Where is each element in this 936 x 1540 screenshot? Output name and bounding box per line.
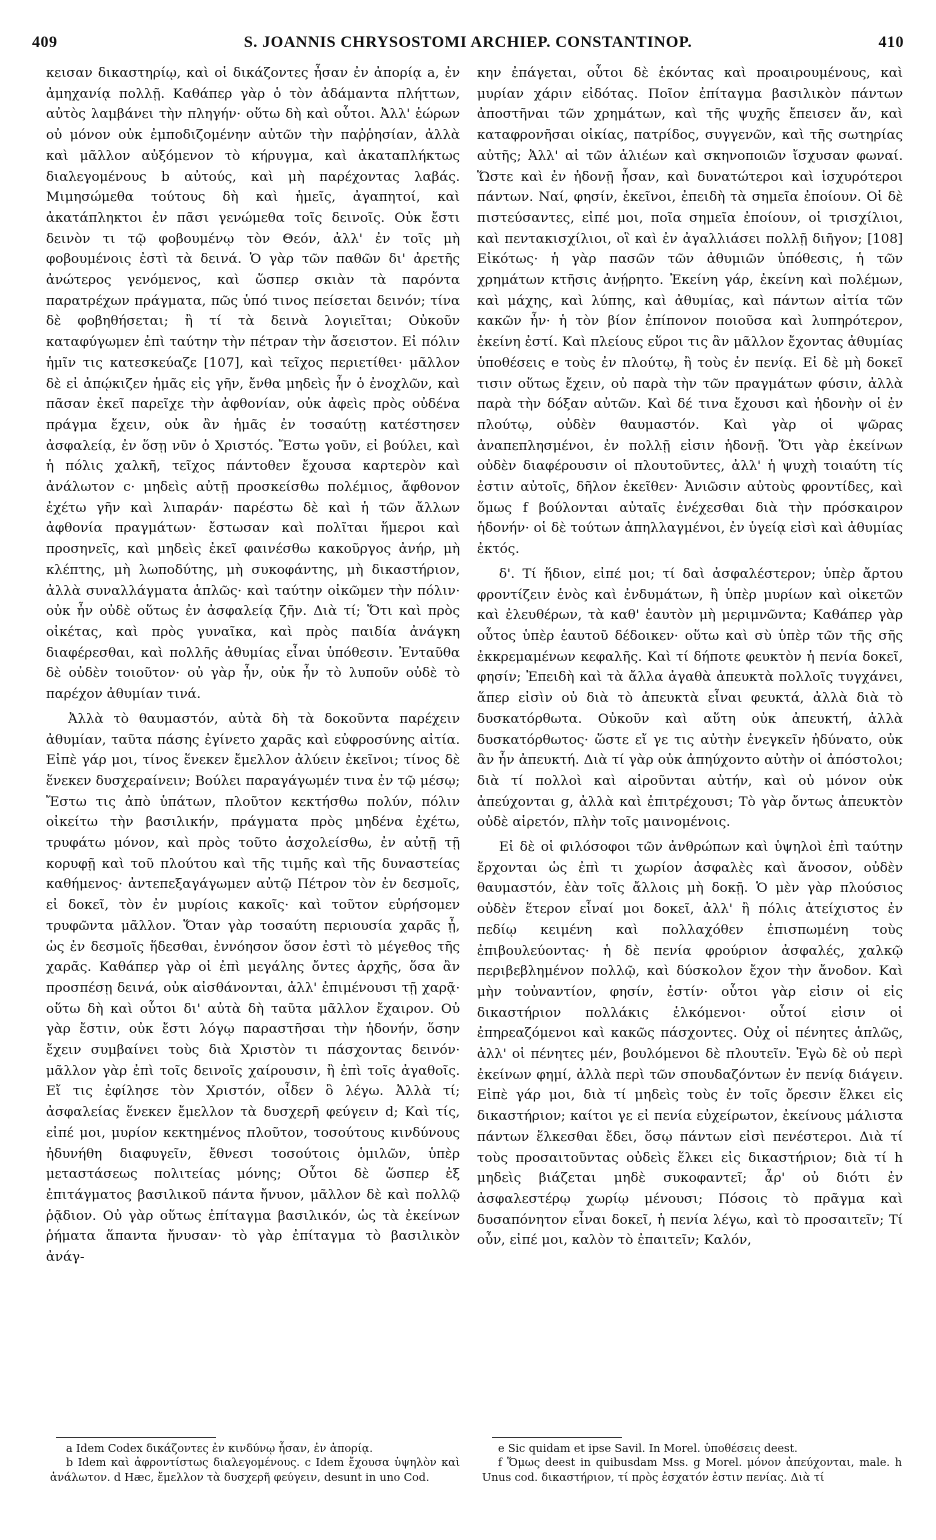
- right-paragraph: δ'. Τί ἥδιον, εἰπέ μοι; τί δαὶ ἀσφαλέστερον; ὑπὲρ ἄρτου φροντίζειν ἑνὸς καὶ ἐνδυμάτων, ἢ ὑπὲρ μυρίων καὶ οἰκετῶν καὶ ἐλευθέρων, τὰ καθ' ἑαυτὸν μὴ μεριμνῶντα; Καθάπερ γὰρ οὗτος ὑπὲρ ἑαυτοῦ δέδοικεν· οὕτω καὶ σὺ ὑπὲρ τῶν τῆς σῆς ἐκκρεμαμένων κεφαλῆς. Καὶ τί δήποτε φευκτὸν ἡ πενία δοκεῖ, φησίν; Ἐπειδὴ καὶ τὰ ἄλλα ἀγαθὰ ἀπευκτὰ πολλοῖς τυγχάνει, ἅπερ εἰσὶν οὐ διὰ τὸ ἀπευκτὰ εἶναι φευκτά, ἀλλὰ διὰ τὸ δυσκατόρθωτα. Οὐκοῦν καὶ αὕτη οὐκ ἀπευκτή, ἀλλὰ δυσκατόρθωτος· ὥστε εἴ γε τις αὐτὴν ἐνεγκεῖν ἠδύνατο, οὐκ ἂν ἦν ἀπευκτή. Διὰ τί γὰρ οὐκ ἀπηύχοντο αὐτὴν οἱ ἀπόστολοι; διὰ τί πολλοὶ καὶ αἱροῦνται αὐτήν, καὶ οὐ μόνον οὐκ ἀπεύχονται g, ἀλλὰ καὶ ἐπιτρέχουσι; Τὸ γὰρ ὄντως ἀπευκτὸν οὐδὲ αἱρετόν, πλὴν τοῖς μαινομένοις.: [477, 566, 903, 831]
- footnote-divider: [492, 1437, 622, 1438]
- footnote: f Ὅμως deest in quibusdam Mss. g Morel. μόνον ἀπεύχονται, male. h Unus cod. δικαστήριον, τί πρὸς ἐσχατόν ἐστιν πενίας. Διὰ τί: [482, 1456, 902, 1484]
- footnote: a Idem Codex δικάζοντες ἐν κινδύνῳ ἦσαν, ἐν ἀπορίᾳ.: [66, 1442, 373, 1455]
- left-paragraph: κεισαν δικαστηρίῳ, καὶ οἱ δικάζοντες ἦσαν ἐν ἀπορίᾳ a, ἐν ἀμηχανίᾳ πολλῇ. Καθάπερ γὰρ ὁ τὸν ἀδάμαντα πλήττων, αὐτὸς λαμβάνει τὴν πληγήν· οὕτω δὴ καὶ οὗτοι. Ἀλλ' ἑώρων οὐ μόνον οὐκ ἐμποδιζομένην αὐτῶν τὴν παῤῥησίαν, ἀλλὰ καὶ μᾶλλον αὐξόμενον τὸ κήρυγμα, καὶ ἀκαταπλήκτως διαλεγομένους b αὐτούς, καὶ μὴ παρέχοντας λαβάς. Μιμησώμεθα τούτους δὴ καὶ ἡμεῖς, ἀγαπητοί, καὶ ἀκατάπληκτοι ἐν πᾶσι γενώμεθα τοῖς δεινοῖς. Οὐκ ἔστι δεινὸν τι τῷ φοβουμένῳ τὸν Θεόν, ἀλλ' ἐν τοῖς μὴ φοβουμένοις ἐστὶ τὰ δεινά. Ὁ γὰρ τῶν παθῶν δι' ἀρετῆς ἀνώτερος γενόμενος, καὶ ὥσπερ σκιὰν τὰ παρόντα παρατρέχων πράγματα, πῶς ὑπό τινος πείσεται δεινόν; τίνα δὲ φοβηθήσεται; ἢ τί τὰ δεινὰ λογιεῖται; Οὐκοῦν καταφύγωμεν ἐπὶ ταύτην τὴν πέτραν τὴν ἄσειστον. Εἰ πόλιν ἡμῖν τις κατεσκεύαζε [107], καὶ τεῖχος περιετίθει· μᾶλλον δὲ εἰ ἀπῴκιζεν ἡμᾶς εἰς γῆν, ἔνθα μηδεὶς ἦν ὁ ἐνοχλῶν, καὶ πᾶσαν ἐκεῖ παρεῖχε τὴν ἀφθονίαν, οὐκ ἀφεὶς πρὸς οὐδένα πράγμα ἔχειν, οὐκ ἂν ἡμᾶς ἐν τοσαύτῃ κατέστησεν ἀσφαλείᾳ, ἐν ὅσῃ νῦν ὁ Χριστός. Ἔστω γοῦν, εἰ βούλει, καὶ ἡ πόλις χαλκῆ, τεῖχος πάντοθεν ἔχουσα καρτερὸν καὶ ἀνάλωτον c· μηδεὶς αὐτῇ προσκείσθω πολέμιος, ἄφθονον ἐχέτω γῆν καὶ λιπαράν· παρέστω δὲ καὶ ἡ τῶν ἄλλων ἀφθονία πραγμάτων· ἔστωσαν καὶ πολῖται ἥμεροι καὶ προσηνεῖς, καὶ μηδεὶς ἐκεῖ φαινέσθω κακοῦργος ἀνήρ, μὴ κλέπτης, μὴ λωποδύτης, μὴ συκοφάντης, μὴ δικαστήριον, ἀλλὰ συναλλάγματα ἁπλῶς· καὶ ταύτην οἰκῶμεν τὴν πόλιν· οὐκ ἦν οὐδὲ οὕτως ἐν ἀσφαλείᾳ ζῆν. Διὰ τί; Ὅτι καὶ πρὸς οἰκέτας, καὶ πρὸς γυναῖκα, καὶ πρὸς παιδία ἀνάγκη διαφέρεσθαι, καὶ πολλῆς ἀθυμίας εἶναι ὑπόθεσιν. Ἐνταῦθα δὲ οὐδὲν τοιοῦτον· οὐ γὰρ ἦν, οὐκ ἦν τὸ λυποῦν οὐδὲ τὸ παρέχον ἀθυμίαν τινά.: [46, 66, 460, 703]
- right-paragraph: κην ἐπάγεται, οὗτοι δὲ ἑκόντας καὶ προαιρουμένους, καὶ μυρίαν χάριν εἰδότας. Ποῖον ἐπίταγμα βασιλικὸν πάντων ἀποστῆναι τῶν χρημάτων, καὶ τῆς ψυχῆς ἔπεισεν ἄν, καὶ καταφρονῆσαι οἰκίας, πατρίδος, συγγενῶν, καὶ τῆς σωτηρίας αὐτῆς; Ἀλλ' αἱ τῶν ἁλιέων καὶ σκηνοποιῶν ἴσχυσαν φωναί. Ὥστε καὶ ἐν ἡδονῇ ἦσαν, καὶ δυνατώτεροι καὶ ἰσχυρότεροι πάντων. Ναί, φησίν, ἐκεῖνοι, ἐπειδὴ τὰ σημεῖα ἐποίουν. Οἱ δὲ πιστεύσαντες, εἰπέ μοι, ποῖα σημεῖα ἐποίουν, οἱ τρισχίλιοι, καὶ πεντακισχίλιοι, οἳ καὶ ἐν ἀγαλλιάσει πολλῇ διῆγον; [108] Εἰκότως· ἡ γὰρ πασῶν τῶν ἀθυμιῶν ὑπόθεσις, ἡ τῶν χρημάτων κτῆσις ἀνῄρητο. Ἐκείνη γάρ, ἐκείνη καὶ πολέμων, καὶ μάχης, καὶ λύπης, καὶ ἀθυμίας, καὶ πάντων αἰτία τῶν κακῶν ἦν· ἡ τὸν βίον ἐπίπονον ποιοῦσα καὶ λυπηρότερον, ἐκείνη ἐστί. Καὶ πλείους εὕροι τις ἂν μᾶλλον ἔχοντας ἀθυμίας ὑποθέσεις e τοὺς ἐν πλούτῳ, ἢ τοὺς ἐν πενίᾳ. Εἰ δὲ μὴ δοκεῖ τισιν οὕτως ἔχειν, οὐ παρὰ τὴν τῶν πραγμάτων φύσιν, ἀλλὰ παρὰ τὴν δόξαν αὐτῶν. Καὶ δέ τινα ἔχουσι καὶ ἡδονὴν οἱ ἐν πλούτῳ, οὐδὲν θαυμαστόν. Καὶ γὰρ οἱ ψῶρας ἀναπεπλησμένοι, ἐν πολλῇ εἰσιν ἡδονῇ. Ὅτι γὰρ ἐκείνων οὐδὲν διαφέρουσιν οἱ πλουτοῦντες, ἀλλ' ἡ ψυχὴ τοιαύτη τίς ἐστιν αὐτοῖς, δῆλον ἐκεῖθεν· Ἀνιῶσιν αὐτοὺς φροντίδες, καὶ ὅμως f βούλονται αὐταῖς ἐνέχεσθαι διὰ τὴν πρόσκαιρον ἡδονήν· οἱ δὲ τούτων ἀπηλλαγμένοι, ἐν ὑγείᾳ εἰσὶ καὶ ἀθυμίας ἐκτός.: [477, 66, 903, 558]
- footnote: b Idem καὶ ἀφροντίστως διαλεγομένους. c Idem ἔχουσα ὑψηλὸν καὶ ἀνάλωτον. d Hæc, ἔμελλον τὰ δυσχερῆ φεύγειν, desunt in uno Cod.: [50, 1456, 460, 1484]
- right-column: [477, 64, 903, 1436]
- left-paragraph: Ἀλλὰ τὸ θαυμαστόν, αὐτὰ δὴ τὰ δοκοῦντα παρέχειν ἀθυμίαν, ταῦτα πάσης ἐγίνετο χαρᾶς καὶ εὐφροσύνης αἰτία. Εἰπὲ γάρ μοι, τίνος ἕνεκεν ἔμελλον ἀλύειν ἐκεῖνοι; τίνος δὲ ἕνεκεν δυσχεραίνειν; Βούλει παραγάγωμέν τινα ἐν τῷ μέσῳ; Ἔστω τις ἀπὸ ὑπάτων, πλοῦτον κεκτήσθω πολύν, πόλιν οἰκείτω τὴν βασιλικήν, πράγματα πρὸς μηδένα ἐχέτω, τρυφάτω μόνον, καὶ πρὸς τοῦτο ἀσχολείσθω, ἐν αὐτῇ τῇ κορυφῇ καὶ τοῦ πλούτου καὶ τῆς τιμῆς καὶ τῆς δυναστείας καθήμενος· ἀντεπεξαγάγωμεν αὐτῷ Πέτρον τὸν ἐν δεσμοῖς, εἰ δοκεῖ, τὸν ἐν μυρίοις κακοῖς· καὶ τοῦτον εὑρήσομεν τρυφῶντα μᾶλλον. Ὅταν γὰρ τοσαύτη περιουσία χαρᾶς ᾖ, ὡς ἐν δεσμοῖς ἥδεσθαι, ἐννόησον ὅσον ἐστὶ τὸ μέγεθος τῆς χαρᾶς. Καθάπερ γὰρ οἱ ἐπὶ μεγάλης ὄντες ἀρχῆς, ὅσα ἂν προσπέσῃ δεινά, οὐκ αἰσθάνονται, ἀλλ' ἐπιμένουσι τῇ χαρᾷ· οὕτω δὴ καὶ οὗτοι δι' αὐτὰ δὴ ταῦτα μᾶλλον ἔχαιρον. Οὐ γὰρ ἔστιν, οὐκ ἔστι λόγῳ παραστῆσαι τὴν ἡδονήν, ὅσην ἔχειν συμβαίνει τοὺς διὰ Χριστὸν τι πάσχοντας δεινόν· μᾶλλον γὰρ ἐπὶ τοῖς δεινοῖς χαίρουσιν, ἢ ἐπὶ τοῖς ἀγαθοῖς. Εἴ τις ἐφίλησε τὸν Χριστόν, οἶδεν ὃ λέγω. Ἀλλὰ τί; ἀσφαλείας ἕνεκεν ἔμελλον τὰ δυσχερῆ φεύγειν d; Καὶ τίς, εἰπέ μοι, μυρίον κεκτημένος πλοῦτον, τοσούτους κινδύνους ἠδυνήθη διαφυγεῖν, ἔθνεσι τοσούτοις ὁμιλῶν, ὑπὲρ μεταστάσεως πολιτείας μόνης; Οὗτοι δὲ ὥσπερ ἐξ ἐπιτάγματος βασιλικοῦ πάντα ἤνυον, μᾶλλον δὲ καὶ πολλῷ ῥᾷδιον. Οὐ γὰρ οὕτως ἐπίταγμα βασιλικόν, ὡς τὰ ἐκείνων ῥήματα ἅπαντα ἤνυσαν· τὸ γὰρ ἐπίταγμα τὸ βασιλικὸν ἀνάγ-: [46, 711, 460, 1266]
- page-number-right: 410: [878, 34, 904, 51]
- running-title: S. JOANNIS CHRYSOSTOMI ARCHIEP. CONSTANTINOP.: [243, 34, 693, 51]
- footnotes-right: [482, 1442, 902, 1485]
- footnote-divider: [56, 1437, 216, 1438]
- footnote: e Sic quidam et ipse Savil. In Morel. ὑποθέσεις deest.: [498, 1442, 798, 1455]
- footnotes-left: [50, 1442, 460, 1485]
- right-paragraph: Εἰ δὲ οἱ φιλόσοφοι τῶν ἀνθρώπων καὶ ὑψηλοὶ ἐπὶ ταύτην ἔρχονται ὡς ἐπὶ τι χωρίον ἀσφαλὲς καὶ ἄνοσον, οὐδὲν θαυμαστόν, ἐὰν τοῖς ἄλλοις μὴ δοκῇ. Ὁ μὲν γὰρ πλούσιος οὐδὲν ἕτερον εἶναί μοι δοκεῖ, ἀλλ' ἢ πόλις ἀτείχιστος ἐν πεδίῳ κειμένη καὶ πολλαχόθεν ἐπισπωμένη τοὺς ἐπιβουλεύοντας· ἡ δὲ πενία φρούριον ἀσφαλές, χαλκῷ περιβεβλημένον πολλῷ, καὶ δύσκολον ἔχον τὴν ἄνοδον. Καὶ μὴν τοὐναντίον, φησίν, ἐστίν· οὗτοι γὰρ εἰσιν οἱ εἰς δικαστήριον πολλάκις ἑλκόμενοι· οὗτοί εἰσιν οἱ ἐπηρεαζόμενοι καὶ κακῶς πάσχοντες. Οὐχ οἱ πένητες ἁπλῶς, ἀλλ' οἱ πένητες μέν, βουλόμενοι δὲ πλουτεῖν. Ἐγὼ δὲ οὐ περὶ ἐκείνων φημί, ἀλλὰ περὶ τῶν σπουδαζόντων ἐν πενίᾳ διάγειν. Εἰπὲ γάρ μοι, διὰ τί μηδεὶς τοὺς ἐν τοῖς ὄρεσιν ἕλκει εἰς δικαστήριον; καίτοι γε εἰ πενία εὐχείρωτον, ἐκείνους μάλιστα πάντων ἕλκεσθαι ἔδει, ὅσῳ πάντων εἰσὶ πενέστεροι. Διὰ τί τοὺς προσαιτοῦντας οὐδεὶς ἕλκει εἰς δικαστήριον; διὰ τί h μηδεὶς βιάζεται μηδὲ συκοφαντεῖ; ἆρ' οὐ διότι ἐν ἀσφαλεστέρῳ χωρίῳ μένουσι; Πόσοις τὸ πρᾶγμα καὶ δυσαπόνητον εἶναι δοκεῖ, ἡ πενία λέγω, καὶ τὸ προσαιτεῖν; Τί οὖν, εἰπέ μοι, καλὸν τὸ ἐπαιτεῖν; Καλόν,: [477, 840, 903, 1249]
- page-number-left: 409: [32, 34, 58, 51]
- left-column: [46, 64, 460, 1436]
- page-header: [28, 34, 908, 58]
